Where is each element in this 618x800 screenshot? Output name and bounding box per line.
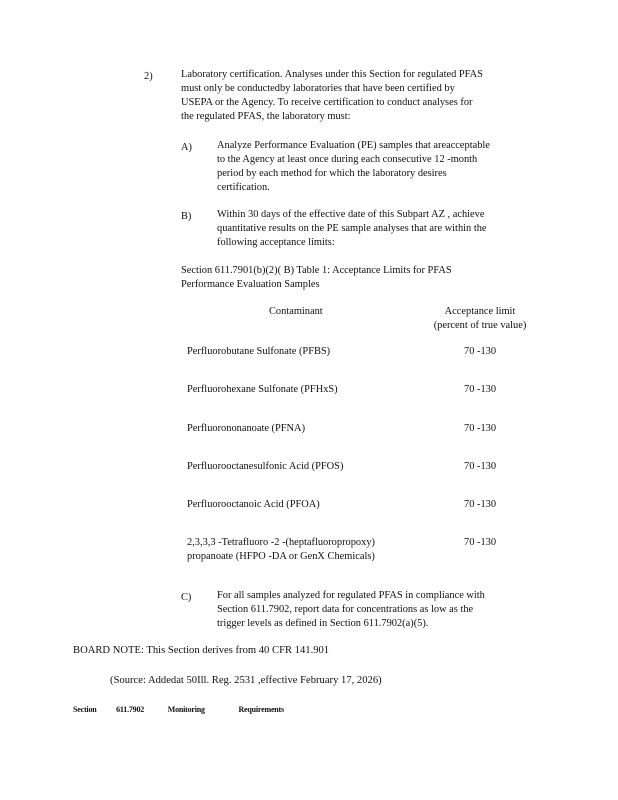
section-heading-number: 611.7902	[116, 705, 145, 714]
table-cell-contaminant-line: propanoate (HFPO -DA or GenX Chemicals)	[187, 551, 375, 562]
item-a-line: period by each method for which the laboratory desires	[217, 168, 447, 179]
table-cell-contaminant	[187, 536, 447, 564]
item-b-line: quantitative results on the PE sample analyses that are within the	[217, 223, 487, 234]
table-cell-limit: 70 -130	[464, 346, 497, 357]
item-b-line: following acceptance limits:	[217, 237, 335, 248]
item-2-line: must only be conductedby laboratories that have been certified by	[181, 83, 455, 94]
table-cell-contaminant-line: 2,3,3,3 -Tetrafluoro -2 -(heptafluoropropoxy)	[187, 537, 375, 548]
item-2-line: the regulated PFAS, the laboratory must:	[181, 111, 351, 122]
table-header-limit	[425, 305, 535, 333]
table-caption-line: Performance Evaluation Samples	[181, 279, 320, 290]
section-heading-title2: Requirements	[238, 705, 284, 714]
item-b-letter: B)	[181, 211, 192, 222]
table-cell-contaminant: Perfluorohexane Sulfonate (PFHxS)	[187, 384, 338, 395]
table-cell-limit: 70 -130	[464, 537, 497, 548]
item-a-text	[217, 139, 527, 195]
table-caption	[181, 264, 521, 292]
board-note: BOARD NOTE: This Section derives from 40 CFR 141.901	[73, 645, 330, 656]
section-heading-title: Monitoring	[167, 705, 205, 714]
item-2-number: 2)	[144, 71, 153, 82]
table-cell-limit: 70 -130	[464, 499, 497, 510]
item-c-line: Section 611.7902, report data for concentrations as low as the	[217, 604, 474, 615]
table-cell-contaminant: Perfluorooctanesulfonic Acid (PFOS)	[187, 461, 344, 472]
source-note: (Source: Addedat 50Ill. Reg. 2531 ,effective February 17, 2026)	[110, 675, 382, 686]
table-cell-limit: 70 -130	[464, 423, 497, 434]
table-cell-limit: 70 -130	[464, 384, 497, 395]
table-caption-line: Section 611.7901(b)(2)( B) Table 1: Acceptance Limits for PFAS	[181, 265, 452, 276]
table-cell-limit: 70 -130	[464, 461, 497, 472]
table-header-limit-line: Acceptance limit	[444, 306, 516, 317]
table-cell-contaminant: Perfluorobutane Sulfonate (PFBS)	[187, 346, 331, 357]
item-c-text	[217, 589, 529, 631]
section-heading	[73, 703, 284, 717]
item-2-text	[181, 68, 530, 124]
table-header-limit-line: (percent of true value)	[433, 320, 527, 331]
item-a-line: certification.	[217, 182, 270, 193]
item-c-line: For all samples analyzed for regulated PFAS in compliance with	[217, 590, 485, 601]
item-b-text	[217, 208, 532, 250]
item-2-line: Laboratory certification. Analyses under this Section for regulated PFAS	[181, 69, 483, 80]
table-header-contaminant: Contaminant	[269, 306, 323, 317]
item-a-line: Analyze Performance Evaluation (PE) samples that areacceptable	[217, 140, 490, 151]
table-cell-contaminant: Perfluorooctanoic Acid (PFOA)	[187, 499, 320, 510]
item-c-line: trigger levels as defined in Section 611.7902(a)(5).	[217, 618, 429, 629]
table-cell-contaminant: Perfluorononanoate (PFNA)	[187, 423, 306, 434]
item-b-line: Within 30 days of the effective date of this Subpart AZ , achieve	[217, 209, 485, 220]
section-heading-label: Section	[73, 705, 97, 714]
item-a-line: to the Agency at least once during each consecutive 12 -month	[217, 154, 478, 165]
item-a-letter: A)	[181, 142, 192, 153]
item-c-letter: C)	[181, 592, 192, 603]
item-2-line: USEPA or the Agency. To receive certification to conduct analyses for	[181, 97, 473, 108]
